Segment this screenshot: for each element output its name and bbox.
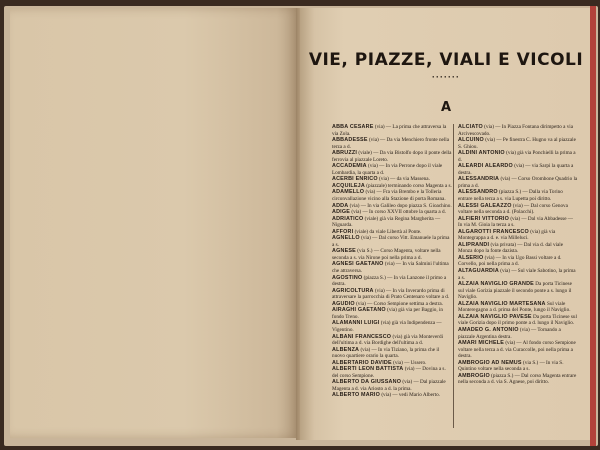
street-entry <box>332 124 452 137</box>
street-entry <box>332 334 452 347</box>
street-directions: (viale) già via Regina Margherita — Niguarda. <box>332 215 441 229</box>
street-entry <box>458 216 578 229</box>
street-directions: (via) — In via Ugo Bassi voltare a d. Corvello, poi nella prima a d. <box>458 254 562 268</box>
street-entry <box>458 163 578 176</box>
street-name: ABBADESSE <box>332 137 368 144</box>
street-directions: (via) — In via Salmini l'ultima che attraversa. <box>332 261 449 275</box>
street-entry <box>332 347 452 360</box>
street-directions: (via) — Da via Menchiero fronte nella terza a d. <box>332 137 450 150</box>
street-directions: (via S.) — Corso Magenta, voltare nella seconda a s. via Nirone poi nella prima a d. <box>332 248 441 261</box>
street-entry <box>332 216 452 229</box>
street-entry <box>332 261 452 274</box>
street-entry <box>332 307 452 320</box>
street-entry <box>332 366 452 379</box>
street-name: ABRUZZI <box>332 150 358 157</box>
street-name: ALIPRANDI <box>458 241 490 248</box>
street-entry <box>458 124 578 137</box>
street-directions: (via) — In Piazza Fontana dirimpetto a via Arcivescovado. <box>458 124 574 137</box>
street-directions: (piazza S.) — Dalla via Torino entrare nella terza a s. via Lupetta poi diritto. <box>458 189 563 203</box>
street-directions: (via) già via per Baggio, in fondo Treno. <box>332 307 444 320</box>
street-directions: (via) — da via Massena. <box>377 176 430 183</box>
street-directions: (via S.) — In via S. Quintino voltare nella seconda a s. <box>458 359 564 373</box>
section-letter: A <box>440 100 452 115</box>
street-directions: (via) — Tornando a piazzale Argentina destra. <box>458 326 561 340</box>
street-entry <box>332 235 452 248</box>
street-directions: (via) già via Monteverdi dell'ultima a d. via Bordighe dell'ultima a d. <box>332 333 444 347</box>
street-name: ALBENZA <box>332 346 360 353</box>
street-name: ACCADEMIA <box>332 163 367 170</box>
street-name: AGRICOLTURA <box>332 287 374 294</box>
street-entry <box>458 373 578 386</box>
street-directions: (via) — vedi Mario Alberto. <box>380 392 440 399</box>
street-directions: (via) — In corso XXVII ottobre la quarta a d. <box>350 209 446 216</box>
street-directions: Sul viale Monteregagno a d. prima del Ponte, lungo il Naviglio. <box>458 300 571 314</box>
street-directions: (via) — La prima che attraversa la via Zola. <box>332 124 447 137</box>
street-directions: (via) già via Indipendenza — Vigentino. <box>332 320 442 333</box>
street-entry <box>332 288 452 301</box>
street-entry <box>332 379 452 392</box>
title-dots: ······· <box>432 72 460 82</box>
street-name: ALCIATO <box>458 124 483 130</box>
street-name: AMARI MICHELE <box>458 340 505 347</box>
street-directions: (viale) da viale Libertà al Ponte. <box>353 228 422 235</box>
street-entry <box>458 150 578 163</box>
street-name: ALCUINO <box>458 137 484 144</box>
street-directions: (via) — In via Galileo dopo piazza S. Gioachino. <box>348 202 452 209</box>
street-name: ALBANI FRANCESCO <box>332 333 392 340</box>
street-entry <box>458 229 578 242</box>
street-entry <box>458 203 578 216</box>
street-directions: (via) — Corso Orombone Quadrio la prima a d. <box>458 176 578 189</box>
street-name: ADIGE <box>332 209 351 216</box>
street-directions: (via) — Dal piazzale Magenta a d. via Ariosto a d. la prima. <box>332 379 446 392</box>
street-directions: (via) — Ussero. <box>391 359 427 366</box>
street-index-column-left <box>332 124 452 434</box>
street-directions: (piazza S.) — In via Lanzone il primo a destra. <box>332 274 447 288</box>
right-page <box>300 8 592 440</box>
street-directions: (via) — In via Tiziano, la prima che il nuovo quartiere orario la quarta. <box>332 346 440 360</box>
street-entry <box>458 360 578 373</box>
street-name: ALZAIA NAVIGLIO GRANDE <box>458 281 534 288</box>
street-name: AMADEO G. ANTONIO <box>458 326 519 333</box>
street-directions: Da porta Ticinese sul viale Gorizia dopo il primo ponte a d. lungo il Naviglio. <box>458 313 577 327</box>
street-name: ABBA CESARE <box>332 124 374 130</box>
column-divider <box>453 124 454 428</box>
street-name: ALESSI GALEAZZO <box>458 202 512 209</box>
street-name: AMBROGIO <box>458 372 490 379</box>
street-directions: (via) — Fra via Brembo e la Tolleria circonvallazione vicino alla Stazione di porta Romana. <box>332 189 446 203</box>
street-entry <box>332 392 452 399</box>
street-entry <box>332 163 452 176</box>
street-name: AIRAGHI GAETANO <box>332 307 386 314</box>
street-index-column-right <box>458 124 578 434</box>
street-name: ALFIERI VITTORIO <box>458 215 510 222</box>
street-directions: (via) già via Ponchielli la prima a d. <box>458 150 576 163</box>
street-entry <box>458 301 578 314</box>
street-name: ALBERTO DA GIUSSANO <box>332 379 402 386</box>
street-name: ALBERTO MARIO <box>332 392 381 399</box>
street-entry <box>332 275 452 288</box>
street-directions: (via) — In via Perrone dopo il viale Lombardia, la quarta a d. <box>332 163 443 176</box>
street-directions: (via) — Sul viale Sabotino, la prima a s. <box>458 268 576 281</box>
street-name: ALBERTI LEON BATTISTA <box>332 366 404 373</box>
street-name: AGOSTINO <box>332 274 363 281</box>
street-entry <box>332 320 452 333</box>
street-entry <box>332 189 452 202</box>
page-title: VIE, PIAZZE, VIALI E VICOLI <box>308 50 584 70</box>
street-entry <box>458 281 578 301</box>
street-directions: (via) — Dal via Abbadesse — In via M. Gioia la terza a s. <box>458 215 573 229</box>
street-entry <box>332 248 452 261</box>
street-directions: (via) — In via Inverardo prima di attraversare la parrocchia di Prato Centenaro voltare a d. <box>332 287 450 301</box>
street-directions: (piazza S.) — Dal corso Magenta entrare nella seconda a d. via S. Agnese, poi diritto. <box>458 372 577 386</box>
street-name: ALDINI ANTONIO <box>458 150 505 157</box>
street-directions: (via) — via Sarpi la quarta a destra. <box>458 163 574 176</box>
street-directions: (via) già via Montegrappa a d. e. via Milleluci. <box>458 228 556 242</box>
street-name: AGNESI GAETANO <box>332 261 384 268</box>
street-directions: Da porta Ticinese sul viale Gorizia piazzale il secondo ponte a s. lungo il Naviglio. <box>458 281 572 301</box>
street-entry <box>458 268 578 281</box>
street-name: ACERBI ENRICO <box>332 176 378 183</box>
street-entry <box>458 176 578 189</box>
street-name: ALZAIA NAVIGLIO MARTESANA <box>458 300 546 307</box>
street-directions: (via privata) — Dal via d. dal viale Monza dopo la fonte dazista. <box>458 241 564 255</box>
street-name: ALTAGUARDIA <box>458 268 499 275</box>
street-name: AMBROGIO AD NEMUS <box>458 359 522 366</box>
street-entry <box>458 137 578 150</box>
left-page-blank <box>10 8 300 438</box>
street-name: ADRIATICO <box>332 215 364 222</box>
street-name: ALSERIO <box>458 254 484 261</box>
street-name: ACQUILEJA <box>332 182 365 189</box>
street-name: ALBERTARIO DAVIDE <box>332 359 392 366</box>
street-entry <box>332 137 452 150</box>
red-page-edge <box>590 6 596 446</box>
street-directions: (via) — Dovina a s. del corso Sempione. <box>332 366 446 379</box>
street-name: ALAMANNI LUIGI <box>332 320 380 327</box>
street-directions: (via) — Dal corso Genova voltare nella seconda a d. (Polacchi). <box>458 202 568 216</box>
street-entry <box>458 340 578 360</box>
street-name: ALGAROTTI FRANCESCO <box>458 228 529 235</box>
street-name: ADAMELLO <box>332 189 365 196</box>
street-directions: (via) — Pe finestra C. Hugno va al piazzale S. Ghiou. <box>458 137 576 150</box>
street-entry <box>458 327 578 340</box>
street-entry <box>458 314 578 327</box>
street-directions: (via) — Dal corso Vitt. Emanuele la prima a s. <box>332 235 450 248</box>
street-entry <box>458 189 578 202</box>
street-name: AGUDIO <box>332 300 355 307</box>
street-directions: (via) — Al fondo corso Sempione voltare nella terza a d. via Curaccolle, poi nella prima a destra. <box>458 340 576 360</box>
street-name: AGNELLO <box>332 235 360 242</box>
street-name: ALZAIA NAVIGLIO PAVESE <box>458 313 532 320</box>
street-entry <box>332 150 452 163</box>
street-name: ALESSANDRIA <box>458 176 500 183</box>
street-entry <box>458 255 578 268</box>
street-name: AGNESE <box>332 248 356 255</box>
street-directions: (viale) — Da via Bistolfo dopo il ponte della ferrovia al piazzale Loreto. <box>332 150 452 163</box>
street-entry <box>458 242 578 255</box>
street-name: ALESSANDRO <box>458 189 498 196</box>
street-name: AFFORI <box>332 228 354 235</box>
street-name: ALEARDI ALEARDO <box>458 163 513 170</box>
street-directions: (via) — Corso Sempione settima a destra. <box>354 300 443 307</box>
street-directions: (piazzale) terminando corso Magenta a s. <box>364 182 452 189</box>
street-name: ADDA <box>332 202 349 209</box>
